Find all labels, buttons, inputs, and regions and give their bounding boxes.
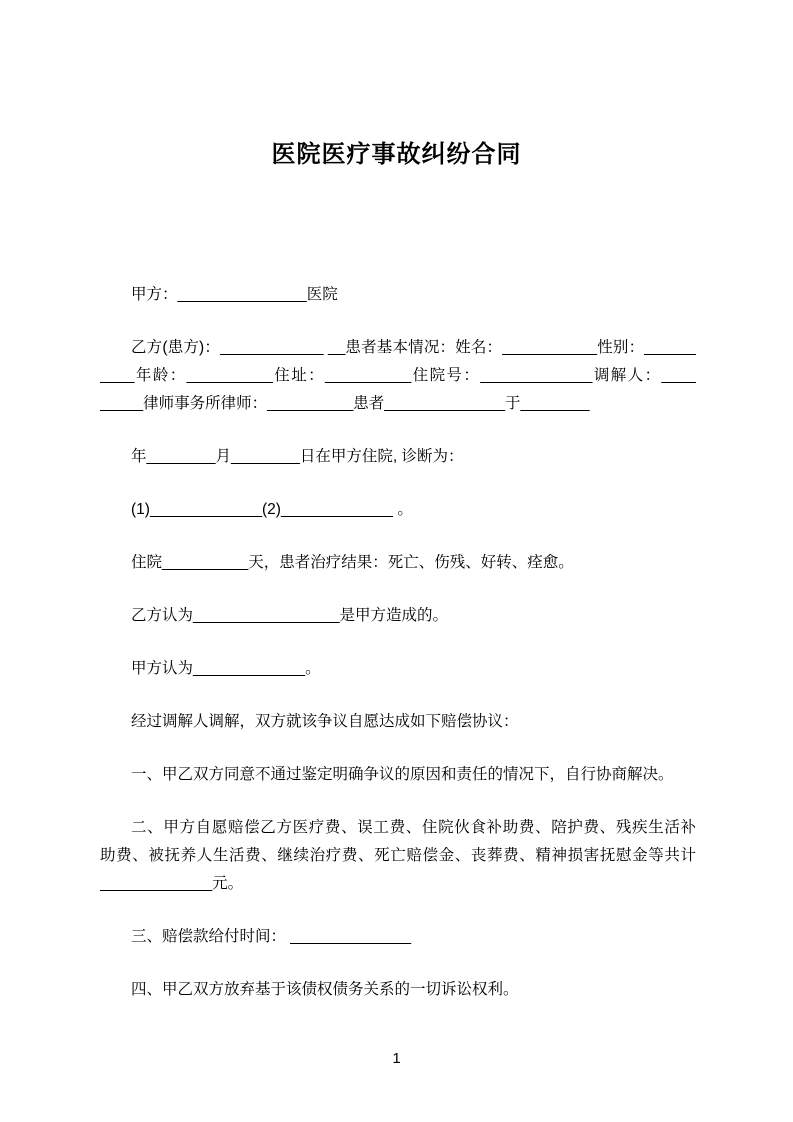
document-line: _____律师事务所律师：__________患者______________于________	[100, 395, 590, 412]
document-line: 二、甲方自愿赔偿乙方医疗费、误工费、住院伙食补助费、陪护费、残疾生活补	[131, 819, 696, 836]
paragraph	[100, 281, 696, 309]
paragraph	[100, 655, 696, 683]
page-number: 1	[392, 1050, 401, 1067]
document-line: 助费、被抚养人生活费、继续治疗费、死亡赔偿金、丧葬费、精神损害抚慰金等共计	[100, 847, 696, 864]
paragraph	[100, 708, 696, 736]
paragraph	[100, 923, 696, 951]
paragraph	[100, 602, 696, 630]
document-line: 住院__________天，患者治疗结果：死亡、伤残、好转、痊愈。	[131, 554, 574, 571]
document-line: _____________元。	[100, 875, 244, 892]
paragraph	[100, 334, 696, 418]
paragraph	[100, 496, 696, 524]
paragraph	[100, 549, 696, 577]
document-line: 三、赔偿款给付时间： ______________	[131, 928, 411, 945]
document-body	[100, 281, 696, 1004]
document-line: 四、甲乙双方放弃基于该债权债务关系的一切诉讼权利。	[131, 981, 519, 998]
document-line: 一、甲乙双方同意不通过鉴定明确争议的原因和责任的情况下，自行协商解决。	[131, 766, 674, 783]
document-line: ____年龄：__________住址：__________住院号：_____________调解人：____	[100, 367, 696, 384]
paragraph	[100, 761, 696, 789]
document-line: 经过调解人调解，双方就该争议自愿达成如下赔偿协议：	[131, 713, 519, 730]
document-line: 乙方(患方)：____________ __患者基本情况：姓名：___________性别：______	[131, 339, 696, 356]
document-line: 年________月________日在甲方住院, 诊断为：	[131, 448, 464, 465]
document-line: 乙方认为_________________是甲方造成的。	[131, 607, 449, 624]
paragraph	[100, 443, 696, 471]
document-line: 甲方：_______________医院	[131, 286, 338, 303]
document-line: 甲方认为_____________。	[131, 660, 321, 677]
document-title: 医院医疗事故纠纷合同	[271, 141, 522, 168]
paragraph	[100, 814, 696, 898]
document-line: (1)_____________(2)_____________ 。	[131, 501, 413, 518]
paragraph	[100, 976, 696, 1004]
